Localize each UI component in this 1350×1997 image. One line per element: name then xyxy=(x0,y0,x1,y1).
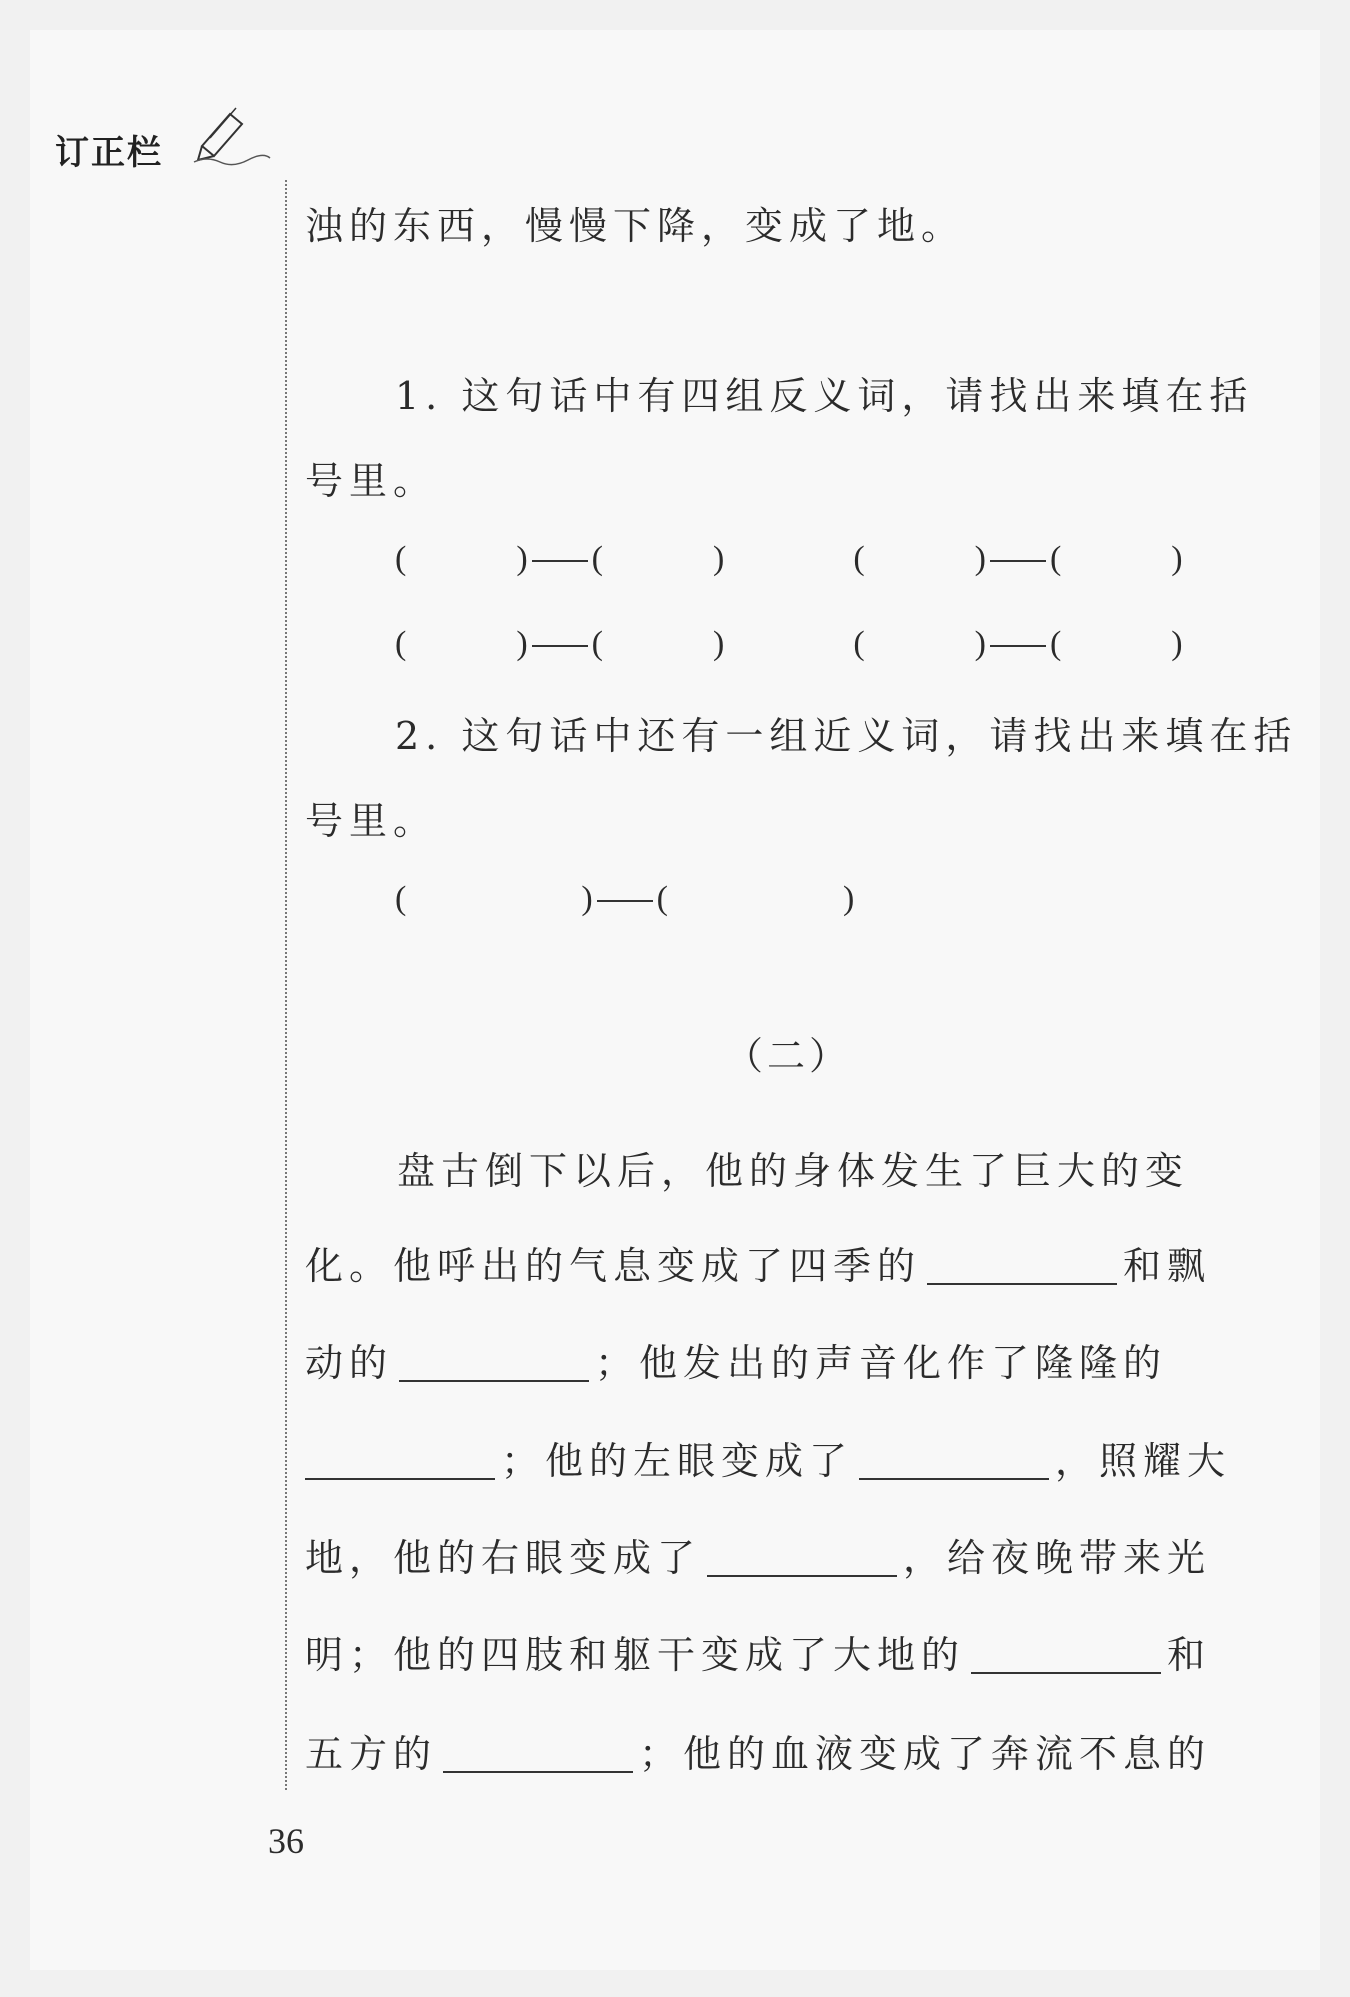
antonym-answer-row-1 xyxy=(395,540,1183,578)
question-2-line-1: 2. 这句话中还有一组近义词，请找出来填在括 xyxy=(395,714,1298,758)
section-2-title: （二） xyxy=(725,1034,852,1078)
question-1-line-1: 1. 这句话中有四组反义词，请找出来填在括 xyxy=(395,374,1254,418)
antonym-answer-pair[interactable]: ( ) ( ) xyxy=(395,540,725,577)
antonym-answer-pair[interactable]: ( ) ( ) xyxy=(853,625,1183,662)
section-2-line-4: ；他的左眼变成了 ，照耀大 xyxy=(305,1430,1231,1485)
fill-blank[interactable] xyxy=(971,1632,1161,1674)
fill-blank[interactable] xyxy=(859,1438,1049,1480)
section-2-line-7: 五方的 ；他的血液变成了奔流不息的 xyxy=(305,1732,1212,1776)
question-1-line-2: 号里。 xyxy=(305,459,438,503)
antonym-answer-pair[interactable]: ( ) ( ) xyxy=(395,625,725,662)
fill-blank[interactable] xyxy=(707,1535,897,1577)
correction-column-title: 订正栏 xyxy=(55,133,163,173)
antonym-answer-row-2 xyxy=(395,625,1183,663)
question-2-line-2: 号里。 xyxy=(305,799,438,843)
fill-blank[interactable] xyxy=(305,1438,495,1480)
passage-end-line: 浊的东西，慢慢下降，变成了地。 xyxy=(305,204,966,248)
section-2-line-1: 盘古倒下以后，他的身体发生了巨大的变 xyxy=(397,1149,1190,1193)
section-2-line-5: 地，他的右眼变成了 ，给夜晚带来光 xyxy=(305,1536,1212,1580)
section-2-line-2: 化。他呼出的气息变成了四季的 和飘 xyxy=(305,1244,1212,1288)
fill-blank[interactable] xyxy=(927,1243,1117,1285)
fill-blank[interactable] xyxy=(443,1731,633,1773)
section-2-line-6: 明；他的四肢和躯干变成了大地的 和 xyxy=(305,1633,1212,1677)
fill-blank[interactable] xyxy=(399,1340,589,1382)
margin-divider xyxy=(285,180,287,1790)
section-2-line-3: 动的 ；他发出的声音化作了隆隆的 xyxy=(305,1341,1168,1385)
synonym-answer-pair[interactable]: ( ) ( ) xyxy=(395,880,855,917)
workbook-page xyxy=(30,30,1320,1970)
synonym-answer-row xyxy=(395,880,854,918)
antonym-answer-pair[interactable]: ( ) ( ) xyxy=(853,540,1183,577)
page-number: 36 xyxy=(268,1821,304,1861)
pencil-icon xyxy=(192,106,272,166)
